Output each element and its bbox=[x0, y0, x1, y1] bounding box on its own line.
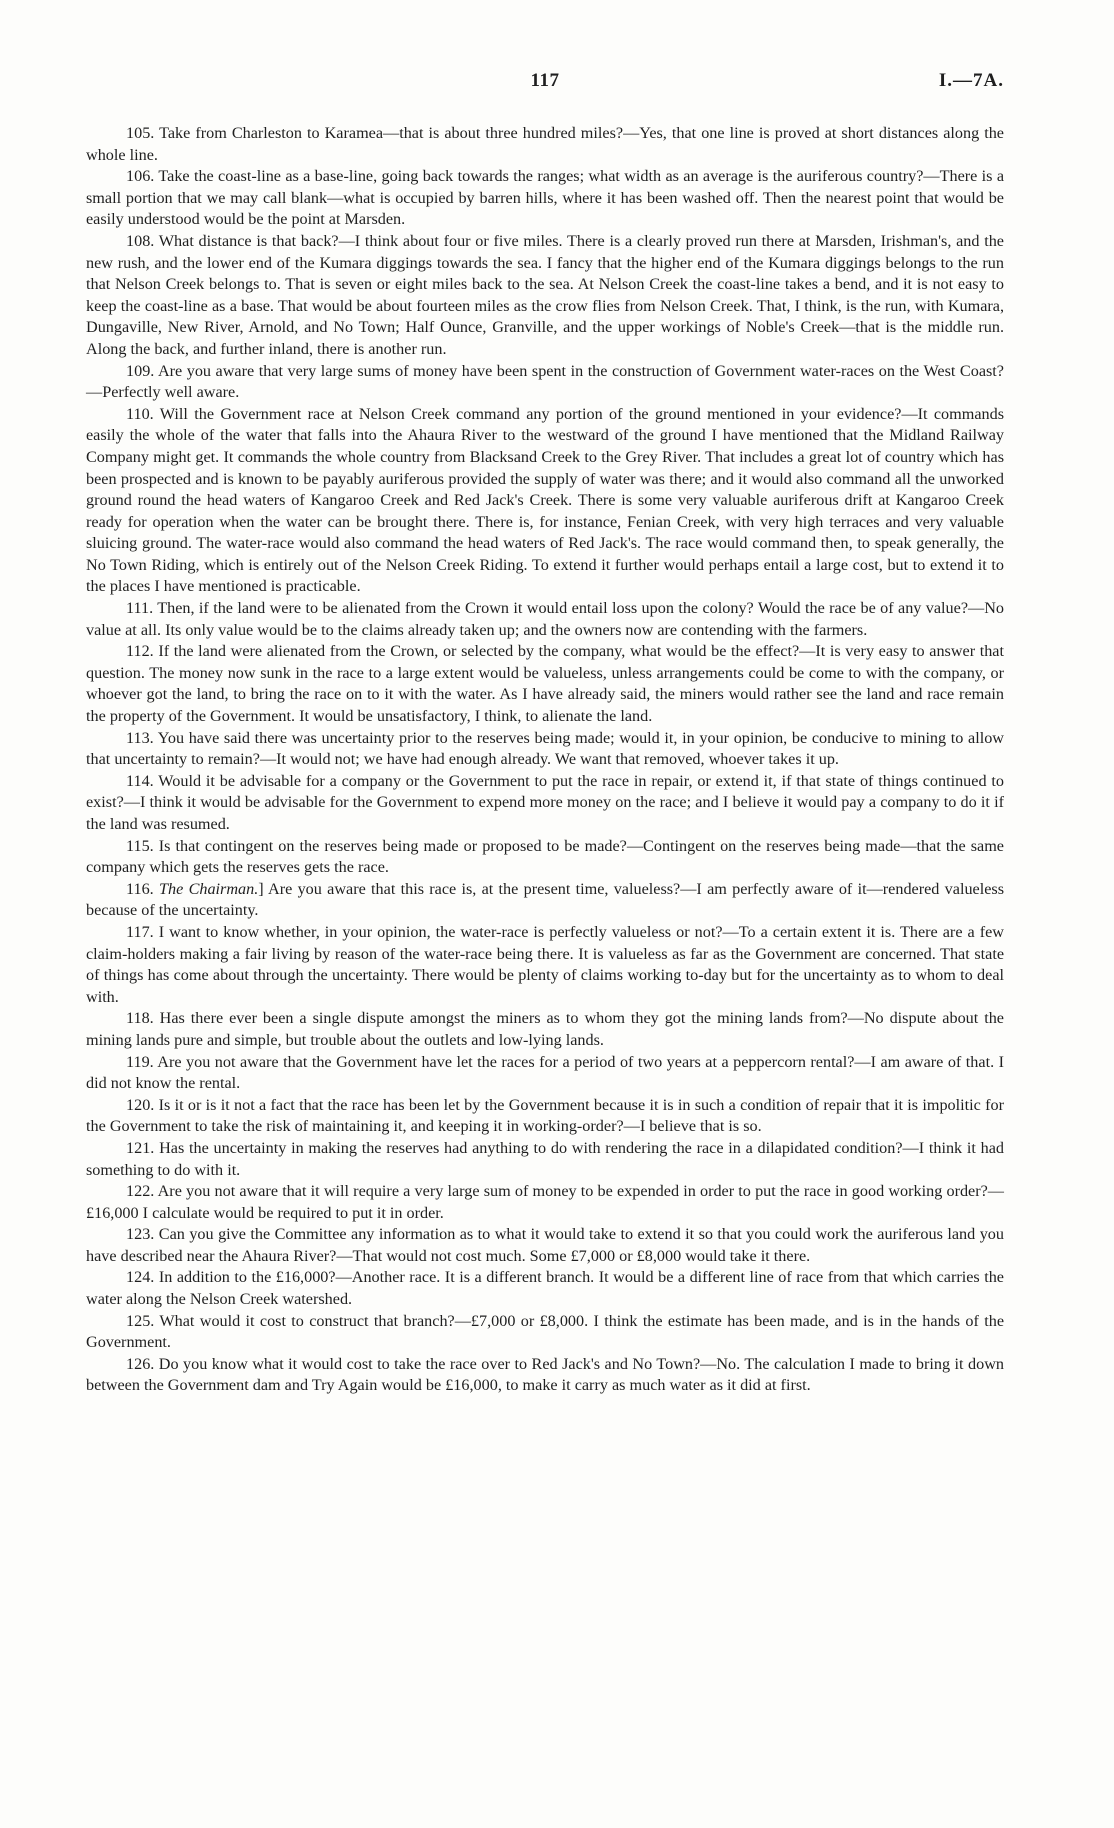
question-number: 116. bbox=[126, 879, 154, 898]
paragraph-109: 109. Are you aware that very large sums of money have been spent in the construction of Government water-races on the West Coast?—Perfectly well aware. bbox=[86, 361, 1004, 402]
paragraph-108: 108. What distance is that back?—I think about four or five miles. There is a clearly proved run there at Marsden, Irishman's, and the new rush, and the lower end of the Kumara diggings towards the sea. I fancy that the higher end of the Kumara diggings belongs to the run that Nelson Creek belongs to. That is seven or eight miles back to the sea. At Nelson Creek the coast-line takes a bend, and it is not easy to keep the coast-line as a base. That would be about fourteen miles as the crow flies from Nelson Creek. That, I think, is the run, with Kumara, Dungaville, New River, Arnold, and No Town; Half Ounce, Granville, and the upper workings of Noble's Creek—that is the middle run. Along the back, and further inland, there is another run. bbox=[86, 231, 1004, 358]
paragraph-105: 105. Take from Charleston to Karamea—that is about three hundred miles?—Yes, that one line is proved at short distances along the whole line. bbox=[86, 124, 1004, 164]
paragraph-116 bbox=[86, 879, 1004, 922]
paragraph-111: 111. Then, if the land were to be alienated from the Crown it would entail loss upon the colony? Would the race be of any value?—No value at all. Its only value would be to the claims already taken up; and the owners now are contending with the farmers. bbox=[86, 599, 1004, 639]
paragraph-114: 114. Would it be advisable for a company or the Government to put the race in repair, or extend it, if that state of things continued to exist?—I think it would be advisable for the Government to expend more money on the race; and I believe it would pay a company to do it if the land was resumed. bbox=[86, 771, 1004, 833]
paragraph-122: 122. Are you not aware that it will require a very large sum of money to be expended in order to put the race in good working order?—£16,000 I calculate would be required to put it in order. bbox=[86, 1182, 1004, 1222]
paragraph-121: 121. Has the uncertainty in making the reserves had anything to do with rendering the race in a dilapidated condition?—I think it had something to do with it. bbox=[86, 1138, 1004, 1179]
paragraph-115: 115. Is that contingent on the reserves being made or proposed to be made?—Contingent on the reserves being made—that the same company which gets the reserves gets the race. bbox=[86, 836, 1004, 877]
paragraph-120: 120. Is it or is it not a fact that the race has been let by the Government because it is in such a condition of repair that it is impolitic for the Government to take the risk of maintaining it, and keeping it in working-order?—I believe that is so. bbox=[86, 1095, 1004, 1136]
speaker-chairman: The Chairman. bbox=[159, 879, 259, 898]
paragraph-text: ] Are you aware that this race is, at the present time, valueless?—I am perfectly aware of it—rendered valueless because of the uncertainty. bbox=[86, 879, 1004, 920]
paragraph-110: 110. Will the Government race at Nelson Creek command any portion of the ground mentioned in your evidence?—It commands easily the whole of the water that falls into the Ahaura River to the westward of the ground I have mentioned that the Midland Railway Company might get. It commands the whole country from Blacksand Creek to the Grey River. That includes a great lot of country which has been prospected and is known to be payably auriferous provided the supply of water was there; and it would also command all the unworked ground round the head waters of Kangaroo Creek and Red Jack's Creek. There is some very valuable auriferous drift at Kangaroo Creek ready for operation when the water can be brought there. There is, for instance, Fenian Creek, with very high terraces and very valuable sluicing ground. The water-race would also command the head waters of Red Jack's. The race would command then, to speak generally, the No Town Riding, which is entirely out of the Nelson Creek Riding. To extend it further would perhaps entail a large cost, but to extend it to the places I have mentioned is practicable. bbox=[86, 404, 1004, 596]
paragraph-118: 118. Has there ever been a single dispute amongst the miners as to whom they got the mining lands from?—No dispute about the mining lands pure and simple, but trouble about the outlets and low-lying lands. bbox=[86, 1009, 1004, 1049]
paragraph-125: 125. What would it cost to construct that branch?—£7,000 or £8,000. I think the estimate has been made, and is in the hands of the Government. bbox=[86, 1311, 1004, 1352]
paragraph-117: 117. I want to know whether, in your opinion, the water-race is perfectly valueless or not?—To a certain extent it is. There are a few claim-holders making a fair living by reason of the water-race being there. It is valueless as far as the Government are concerned. That state of things has come about through the uncertainty. There would be plenty of claims working to-day but for the uncertainty as to whom to deal with. bbox=[86, 922, 1004, 1006]
paragraph-126: 126. Do you know what it would cost to take the race over to Red Jack's and No Town?—No. The calculation I made to bring it down between the Government dam and Try Again would be £16,000, to make it carry as much water as it did at first. bbox=[86, 1354, 1004, 1395]
document-reference: I.—7A. bbox=[938, 70, 1004, 91]
page-number: 117 bbox=[530, 70, 560, 91]
paragraph-124: 124. In addition to the £16,000?—Another race. It is a different branch. It would be a different line of race from that which carries the water along the Nelson Creek watershed. bbox=[86, 1268, 1004, 1309]
paragraph-123: 123. Can you give the Committee any information as to what it would take to extend it so that you could work the auriferous land you have described near the Ahaura River?—That would not cost much. Some £7,000 or £8,000 would take it there. bbox=[86, 1225, 1004, 1265]
evidence-body bbox=[86, 123, 1004, 1397]
paragraph-112: 112. If the land were alienated from the Crown, or selected by the company, what would be the effect?—It is very easy to answer that question. The money now sunk in the race to a large extent would be valueless, unless arrangements could be come to with the company, or whoever got the land, to bring the race on to it with the water. As I have already said, the miners would rather see the land and race remain the property of the Government. It would be unsatisfactory, I think, to alienate the land. bbox=[86, 642, 1004, 726]
page-header bbox=[86, 70, 1004, 100]
paragraph-119: 119. Are you not aware that the Government have let the races for a period of two years at a peppercorn rental?—I am aware of that. I did not know the rental. bbox=[86, 1052, 1004, 1093]
paragraph-113: 113. You have said there was uncertainty prior to the reserves being made; would it, in your opinion, be conducive to mining to allow that uncertainty to remain?—It would not; we have had enough already. We want that removed, whoever takes it up. bbox=[86, 728, 1004, 769]
paragraph-106: 106. Take the coast-line as a base-line, going back towards the ranges; what width as an average is the auriferous country?—There is a small portion that we may call blank—what is occupied by barren hills, where it has been washed off. Then the nearest point that would be easily understood would be the point at Marsden. bbox=[86, 167, 1004, 229]
